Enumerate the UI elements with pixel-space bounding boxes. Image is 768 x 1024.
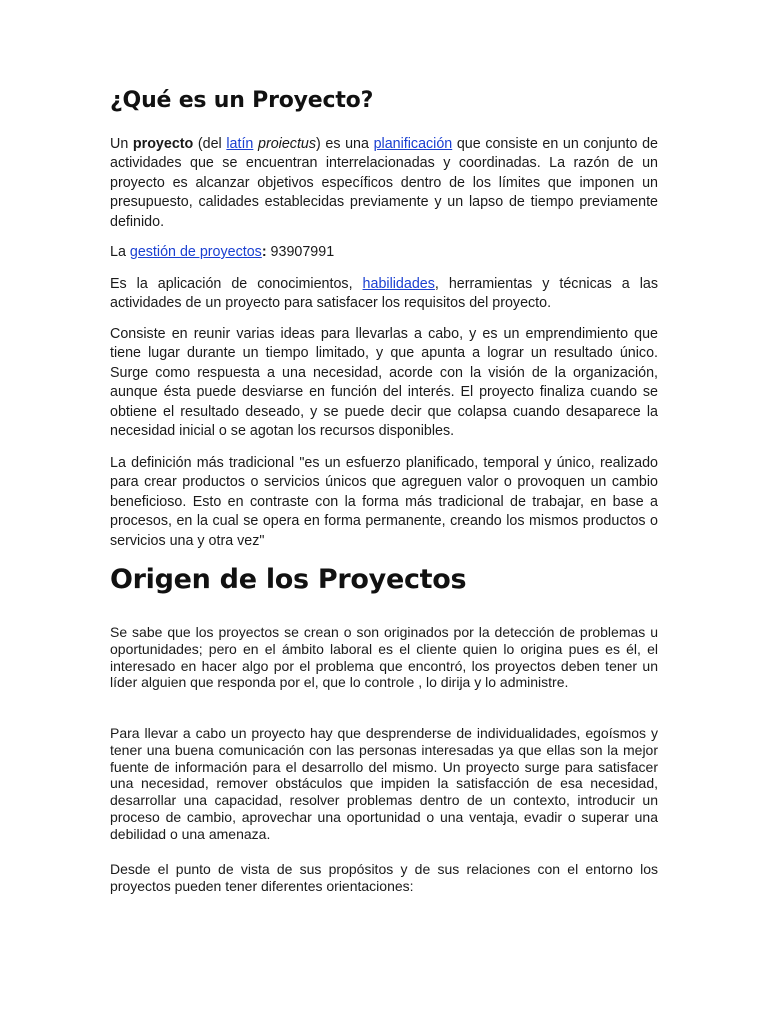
- heading-que-es-un-proyecto: ¿Qué es un Proyecto?: [110, 88, 374, 113]
- link-gestion-de-proyectos[interactable]: gestión de proyectos: [129, 244, 262, 260]
- text: Es la aplicación de conocimientos,: [110, 276, 363, 292]
- italic-term: proiectus: [258, 136, 317, 152]
- text: La: [110, 244, 130, 260]
- link-planificacion[interactable]: planificación: [373, 136, 453, 152]
- paragraph-origen: Se sabe que los proyectos se crean o son originados por la detección de problemas u oportunidades; pero en el ámbito laboral es el cliente quien lo origina pues es él, el interesado en hacer algo por el problema que encontró, los proyectos deben tener un líder alguien que responda por el, que lo controle , lo dirija y lo administre.: [110, 624, 658, 691]
- text: (del: [193, 136, 227, 152]
- link-habilidades[interactable]: habilidades: [362, 276, 435, 292]
- text: , herramientas y técnicas a las actividades de un proyecto para satisfacer los requisitos del proyecto.: [110, 276, 658, 312]
- text: que consiste en un conjunto de actividades que se encuentran interrelacionadas y coordinadas. La razón de un proyecto es alcanzar objetivos específicos dentro de los límites que imponen un presupuesto, calidades establecidas previamente y un lapso de tiempo previamente definido.: [110, 136, 658, 230]
- paragraph-llevar-a-cabo: Para llevar a cabo un proyecto hay que desprenderse de individualidades, egoísmos y tener una buena comunicación con las personas interesadas ya que ellas son la mejor fuente de información para el desarrollo del mismo. Un proyecto surge para satisfacer una necesidad, remover obstáculos que impiden la satisfacción de esa necesidad, desarrollar una capacidad, resolver problemas dentro de un contexto, introducir un proceso de cambio, aprovechar una oportunidad o una ventaja, evadir o superar una debilidad o una amenaza.: [110, 725, 658, 842]
- paragraph-aplicacion: [110, 275, 658, 314]
- paragraph-definicion: [110, 135, 658, 232]
- text: Un: [110, 136, 133, 152]
- paragraph-definicion-tradicional: La definición más tradicional "es un esfuerzo planificado, temporal y único, realizado para crear productos o servicios únicos que agreguen valor o provoquen un cambio beneficioso. Esto en contraste con la forma más tradicional de trabajar, en base a procesos, en la cual se opera en forma permanente, creando los mismos productos o servicios una y otra vez": [110, 455, 658, 549]
- link-latin[interactable]: latín: [226, 136, 254, 152]
- heading-origen-de-los-proyectos: Origen de los Proyectos: [110, 564, 467, 595]
- paragraph-gestion: [110, 243, 658, 262]
- text: 93907991: [266, 244, 335, 260]
- paragraph-consiste: Consiste en reunir varias ideas para llevarlas a cabo, y es un emprendimiento que tiene lugar durante un tiempo limitado, y que apunta a lograr un resultado único. Surge como respuesta a una necesidad, acorde con la visión de la organización, aunque ésta puede desviarse en función del interés. El proyecto finaliza cuando se obtiene el resultado deseado, y se puede decir que colapsa cuando desaparece la necesidad inicial o se agotan los recursos disponibles.: [110, 326, 658, 440]
- colon: :: [261, 244, 267, 260]
- text: ) es una: [316, 136, 374, 152]
- paragraph-orientaciones: Desde el punto de vista de sus propósitos y de sus relaciones con el entorno los proyectos pueden tener diferentes orientaciones:: [110, 861, 658, 894]
- bold-term: proyecto: [132, 136, 194, 152]
